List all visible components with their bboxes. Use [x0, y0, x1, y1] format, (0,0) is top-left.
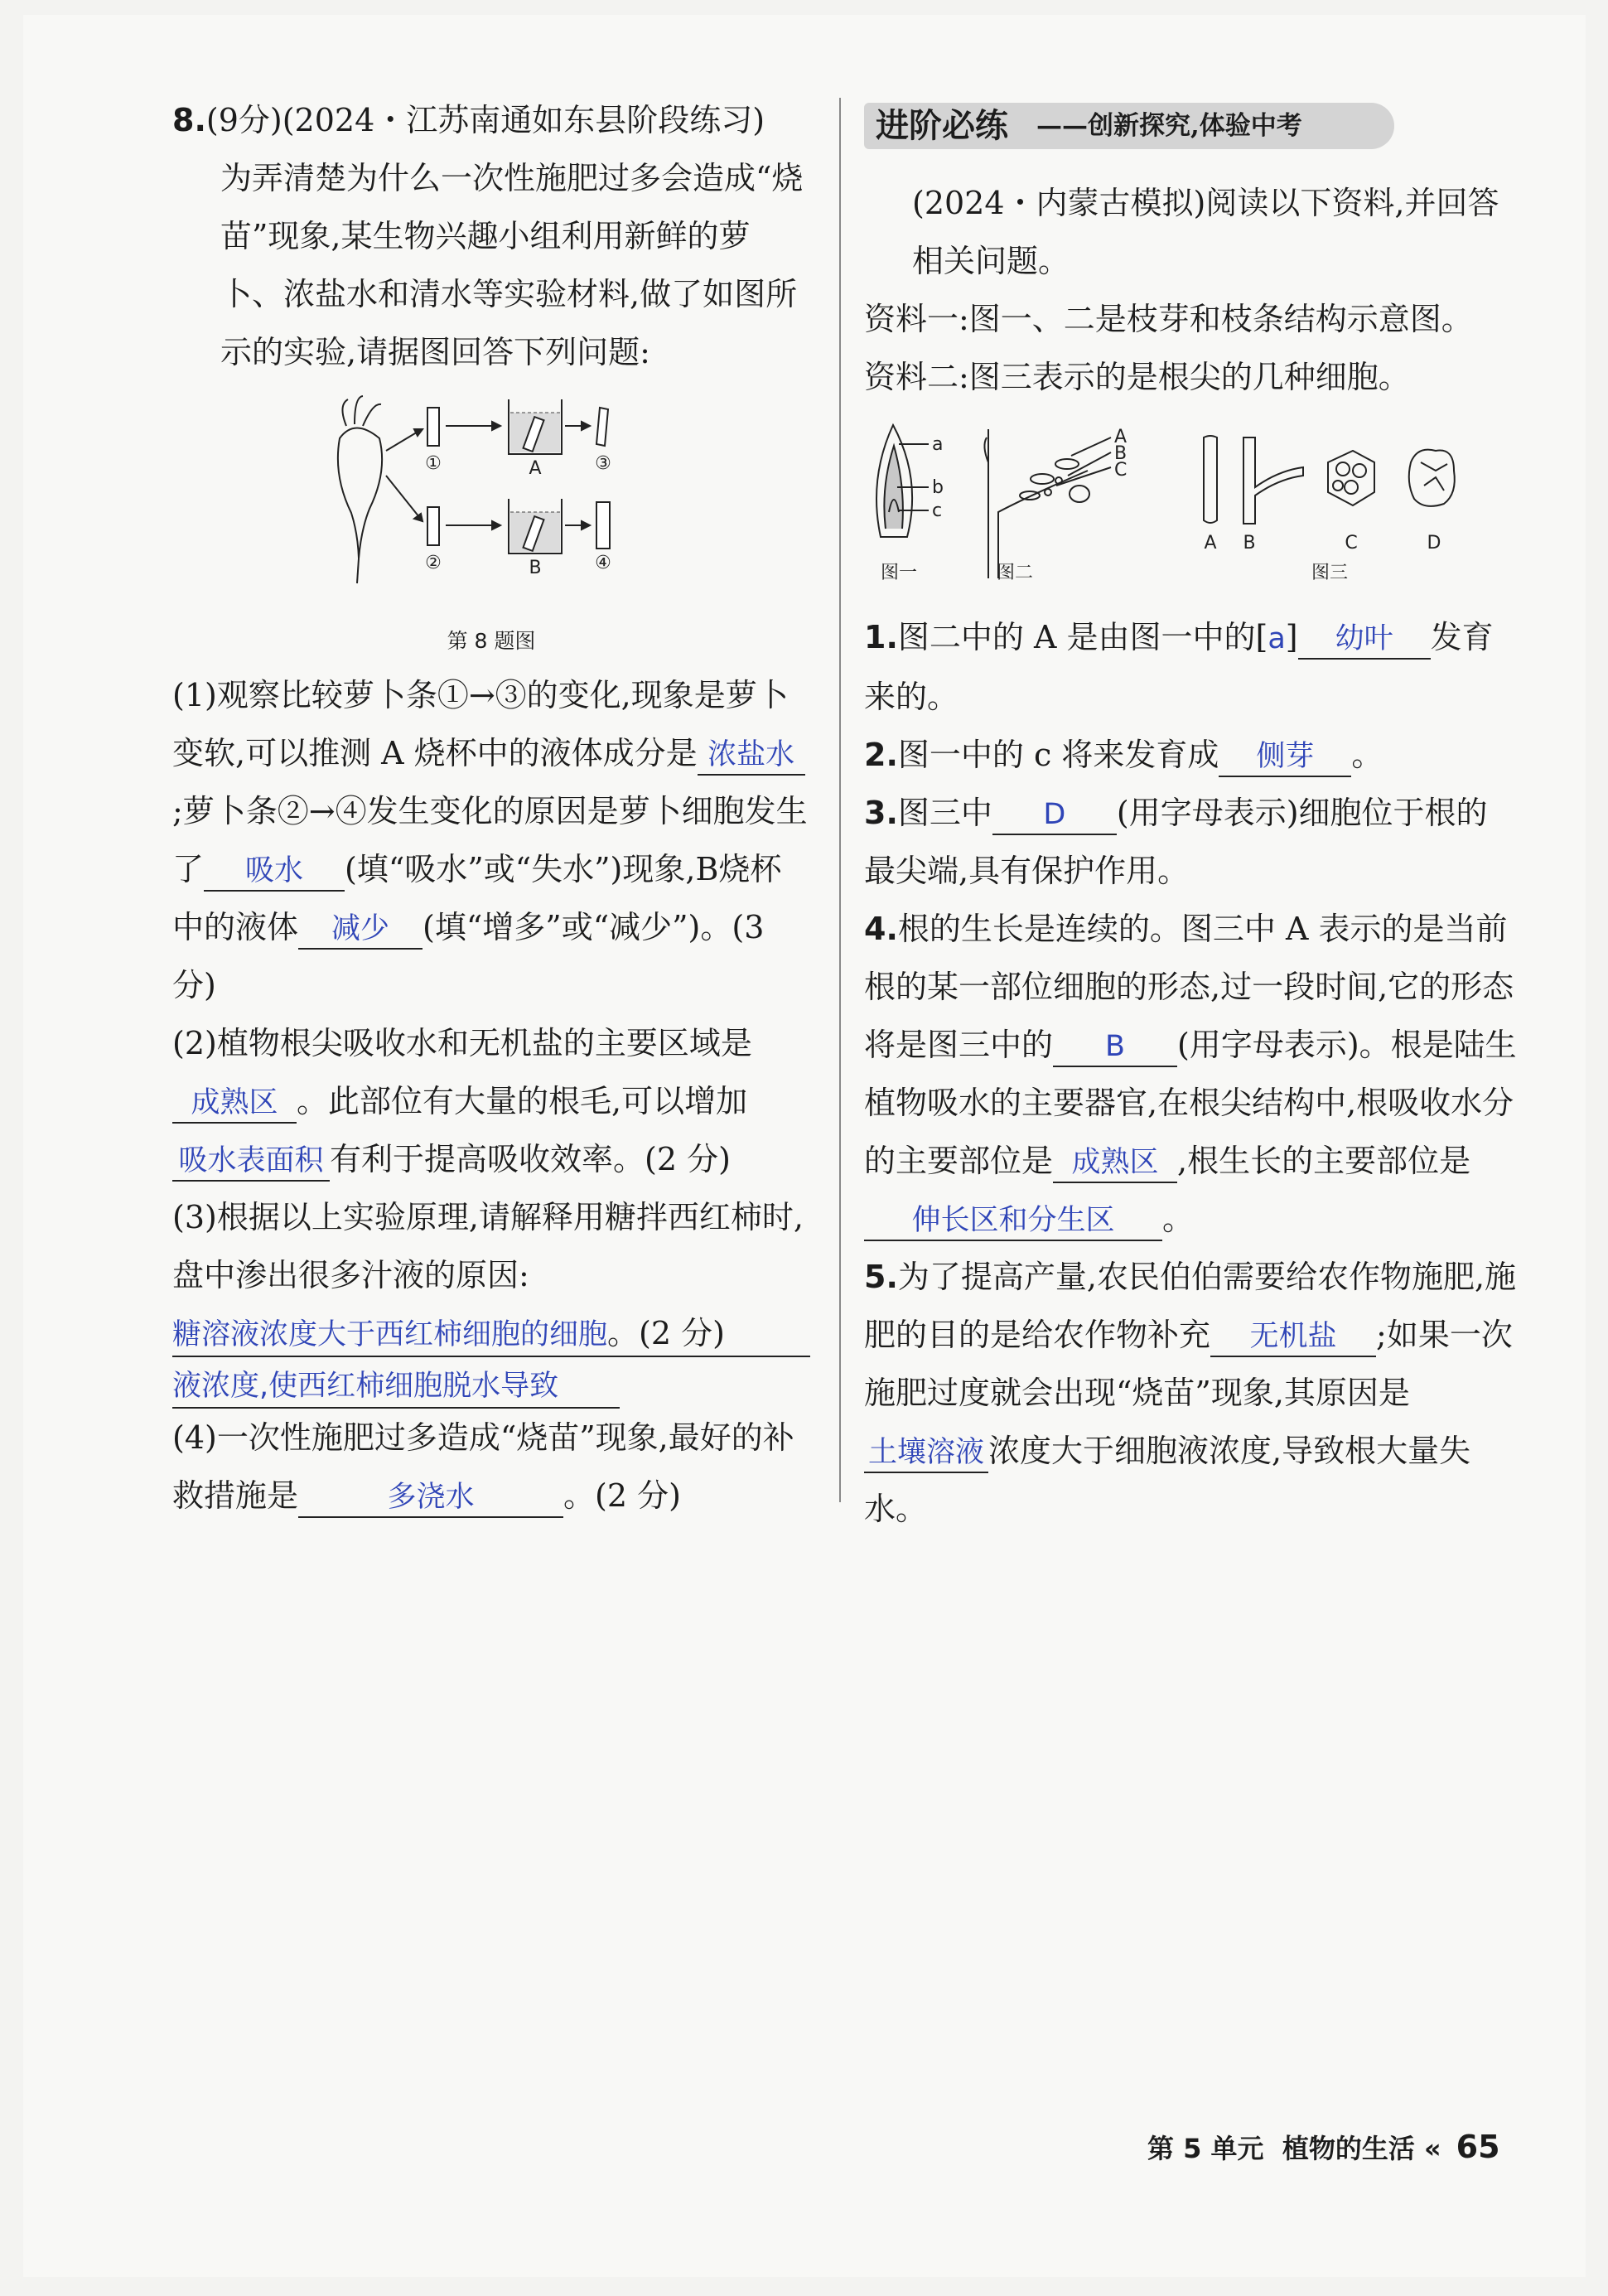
radish-strip-2 [427, 507, 439, 545]
material-2: 资料二:图三表示的是根尖的几种细胞。 [864, 359, 1410, 395]
q2-text1: 图一中的 c 将来发育成 [897, 737, 1219, 773]
answer-blank-lateral-bud[interactable]: 侧芽 [1219, 737, 1351, 777]
q4-text4: 。 [1162, 1201, 1195, 1237]
q1-text1: 图二中的 A 是由图一中的[ [897, 619, 1268, 655]
q8-header [172, 91, 810, 149]
q3-text2: (用字母表示)细胞位于根的最尖端,具有保护作用。 [864, 795, 1488, 889]
q8-p2-text3: 有利于提高吸收效率。(2 分) [330, 1141, 731, 1177]
radish-illustration [338, 396, 382, 583]
fig3-label-b: B [1243, 533, 1256, 553]
answer-line-tomato-reason-2[interactable]: 液浓度,使西红柿细胞脱水导致 [172, 1366, 620, 1409]
q8-figure-caption: 第 8 题图 [447, 629, 536, 653]
fig1-caption: 图一 [881, 563, 918, 583]
q2-number: 2. [864, 737, 898, 773]
q8-number: 8. [172, 102, 206, 138]
q8-p2-text1: (2)植物根尖吸收水和无机盐的主要区域是 [172, 1025, 752, 1061]
banner-subtitle: ——创新探究,体验中考 [1036, 111, 1302, 141]
answer-blank-water-process[interactable]: 吸水 [204, 852, 345, 892]
fig3-label-a: A [1204, 533, 1217, 553]
footer-title: 植物的生活 [1282, 2133, 1415, 2164]
fig2-label-c: C [1114, 460, 1128, 481]
q4-text1: 根的生长是连续的。图三中 A 表示的是当前根的某一部位细胞的形态,过一段时间,它的形态将是图三中的 [864, 911, 1514, 1063]
q8-part3 [172, 1188, 810, 1304]
q8-p4-text1: (4)一次性施肥过多造成“烧苗”现象,最好的补救措施是 [172, 1419, 794, 1514]
q8-part4 [172, 1409, 810, 1525]
answer-blank-young-leaf[interactable]: 幼叶 [1298, 620, 1431, 660]
material-1: 资料一:图一、二是枝芽和枝条结构示意图。 [864, 301, 1473, 337]
radish-strip-3 [596, 408, 608, 446]
q8-part2 [172, 1014, 810, 1188]
page-footer [1147, 2126, 1500, 2169]
answer-blank-future-cell[interactable]: B [1053, 1027, 1177, 1067]
q2-text2: 。 [1351, 737, 1383, 773]
section-banner [864, 98, 1519, 156]
banner-title: 进阶必练 [876, 107, 1008, 145]
answer-line-tomato-reason-1[interactable] [172, 1312, 810, 1357]
fig1-label-c: c [932, 500, 943, 521]
answer-blank-soil-solution[interactable]: 土壤溶液 [864, 1433, 988, 1473]
q8-source: (9分)(2024・江苏南通如东县阶段练习) [205, 102, 765, 138]
reading-source: (2024・内蒙古模拟)阅读以下资料,并回答相关问题。 [912, 185, 1499, 279]
q4-number: 4. [864, 911, 898, 947]
q8-part1 [172, 666, 810, 1014]
q4-text3: ,根生长的主要部位是 [1177, 1143, 1471, 1179]
cell-c-shape [1328, 451, 1374, 505]
q8-p4-text2: 。(2 分) [563, 1477, 681, 1514]
answer-blank-fertilizer-purpose[interactable]: 无机盐 [1210, 1317, 1376, 1357]
answer-blank-root-hair-function[interactable]: 吸水表面积 [172, 1142, 330, 1182]
question-4 [864, 900, 1519, 1248]
q8-p1-text1: (1)观察比较萝卜条①→③的变化,现象是萝卜变软,可以推测 A 烧杯中的液体成分是 [172, 677, 789, 771]
q8-intro: 为弄清楚为什么一次性施肥过多会造成“烧苗”现象,某生物兴趣小组利用新鲜的萝卜、浓盐水和清水等实验材料,做了如图所示的实验,请据图回答下列问题: [220, 160, 804, 370]
label-strip-2: ② [425, 553, 442, 573]
footer-chevron-icon: « [1424, 2133, 1441, 2164]
q5-text2: ;如果一次施肥过度就会出现“烧苗”现象,其原因是 [864, 1317, 1513, 1411]
answer-blank-remedy[interactable]: 多浇水 [298, 1478, 563, 1518]
q8-p2-text2: 。此部位有大量的根毛,可以增加 [297, 1083, 748, 1119]
label-beaker-b: B [529, 558, 542, 578]
answer-tomato-reason-1: 糖溶液浓度大于西红柿细胞的细胞 [172, 1318, 608, 1351]
q5-text1: 为了提高产量,农民伯伯需要给农作物施肥,施肥的目的是给农作物补充 [864, 1259, 1517, 1353]
radish-strip-4 [596, 502, 610, 549]
q8-p1-text4: (填“增多”或“减少”)。(3 分) [172, 909, 765, 1003]
fig2-caption: 图二 [997, 563, 1034, 583]
q5-number: 5. [864, 1259, 898, 1295]
q8-p1-text3: (填“吸水”或“失水”)现象,B烧杯中的液体 [172, 851, 782, 945]
fig1-bud [876, 425, 929, 537]
beaker-a [509, 399, 562, 454]
fig2-label-a: A [1114, 427, 1128, 447]
fig3-root-cells [1204, 436, 1455, 524]
radish-strip-1 [427, 408, 439, 446]
fig1-label-a: a [932, 434, 944, 455]
answer-blank-absorb-zone[interactable]: 成熟区 [1053, 1143, 1177, 1183]
question-5 [864, 1248, 1519, 1538]
fig3-caption: 图三 [1311, 563, 1349, 583]
q8-p3-text1: (3)根据以上实验原理,请解释用糖拌西红柿时,盘中渗出很多汁液的原因: [172, 1199, 804, 1293]
q5-text3: 浓度大于细胞液浓度,导致根大量失水。 [864, 1433, 1471, 1527]
q4-text2: (用字母表示)。根是陆生植物吸水的主要器官,在根尖结构中,根吸收水分的主要部位是 [864, 1027, 1517, 1179]
fig2-branch [984, 429, 1111, 578]
page-number: 65 [1456, 2129, 1500, 2165]
q1-text2: ] [1285, 619, 1298, 655]
bud-root-figure [864, 413, 1519, 605]
label-strip-3: ③ [595, 453, 611, 474]
q1-number: 1. [864, 619, 898, 655]
fig3-label-c: C [1345, 533, 1358, 553]
label-strip-1: ① [425, 453, 442, 474]
cell-d-shape [1409, 450, 1455, 506]
q1-text3: 发育来的。 [864, 619, 1494, 715]
q3-number: 3. [864, 795, 898, 831]
label-strip-4: ④ [595, 553, 611, 573]
answer-blank-liquid-b-change[interactable]: 减少 [298, 910, 423, 950]
fig1-label-b: b [932, 477, 944, 498]
q8-p1-text2: ;萝卜条②→④发生变化的原因是萝卜细胞发生了 [172, 793, 808, 887]
fig3-label-d: D [1427, 533, 1441, 553]
bud-branch-root-cells-diagram [864, 413, 1519, 587]
question-1 [864, 608, 1519, 726]
radish-experiment-diagram [321, 393, 669, 600]
column-divider [839, 98, 841, 1502]
cell-a-shape [1204, 436, 1217, 523]
answer-blank-growth-zone[interactable]: 伸长区和分生区 [864, 1201, 1162, 1241]
cell-b-shape [1243, 437, 1303, 524]
fig2-label-b: B [1114, 443, 1128, 464]
question-3 [864, 784, 1519, 900]
label-beaker-a: A [529, 458, 542, 479]
question-2 [864, 726, 1519, 784]
q3-text1: 图三中 [897, 795, 992, 831]
answer-blank-root-zone[interactable]: 成熟区 [172, 1084, 297, 1124]
q8-p3-points: 。(2 分) [607, 1315, 725, 1351]
beaker-b [509, 499, 562, 553]
answer-blank-liquid-a[interactable]: 浓盐水 [698, 736, 805, 776]
answer-bracket-bud-part[interactable]: a [1268, 622, 1286, 655]
footer-unit: 第 5 单元 [1147, 2133, 1264, 2164]
left-column [172, 91, 810, 1525]
right-column [864, 91, 1519, 1538]
answer-blank-root-cap-cell[interactable]: D [992, 795, 1117, 835]
q8-figure [172, 393, 810, 618]
